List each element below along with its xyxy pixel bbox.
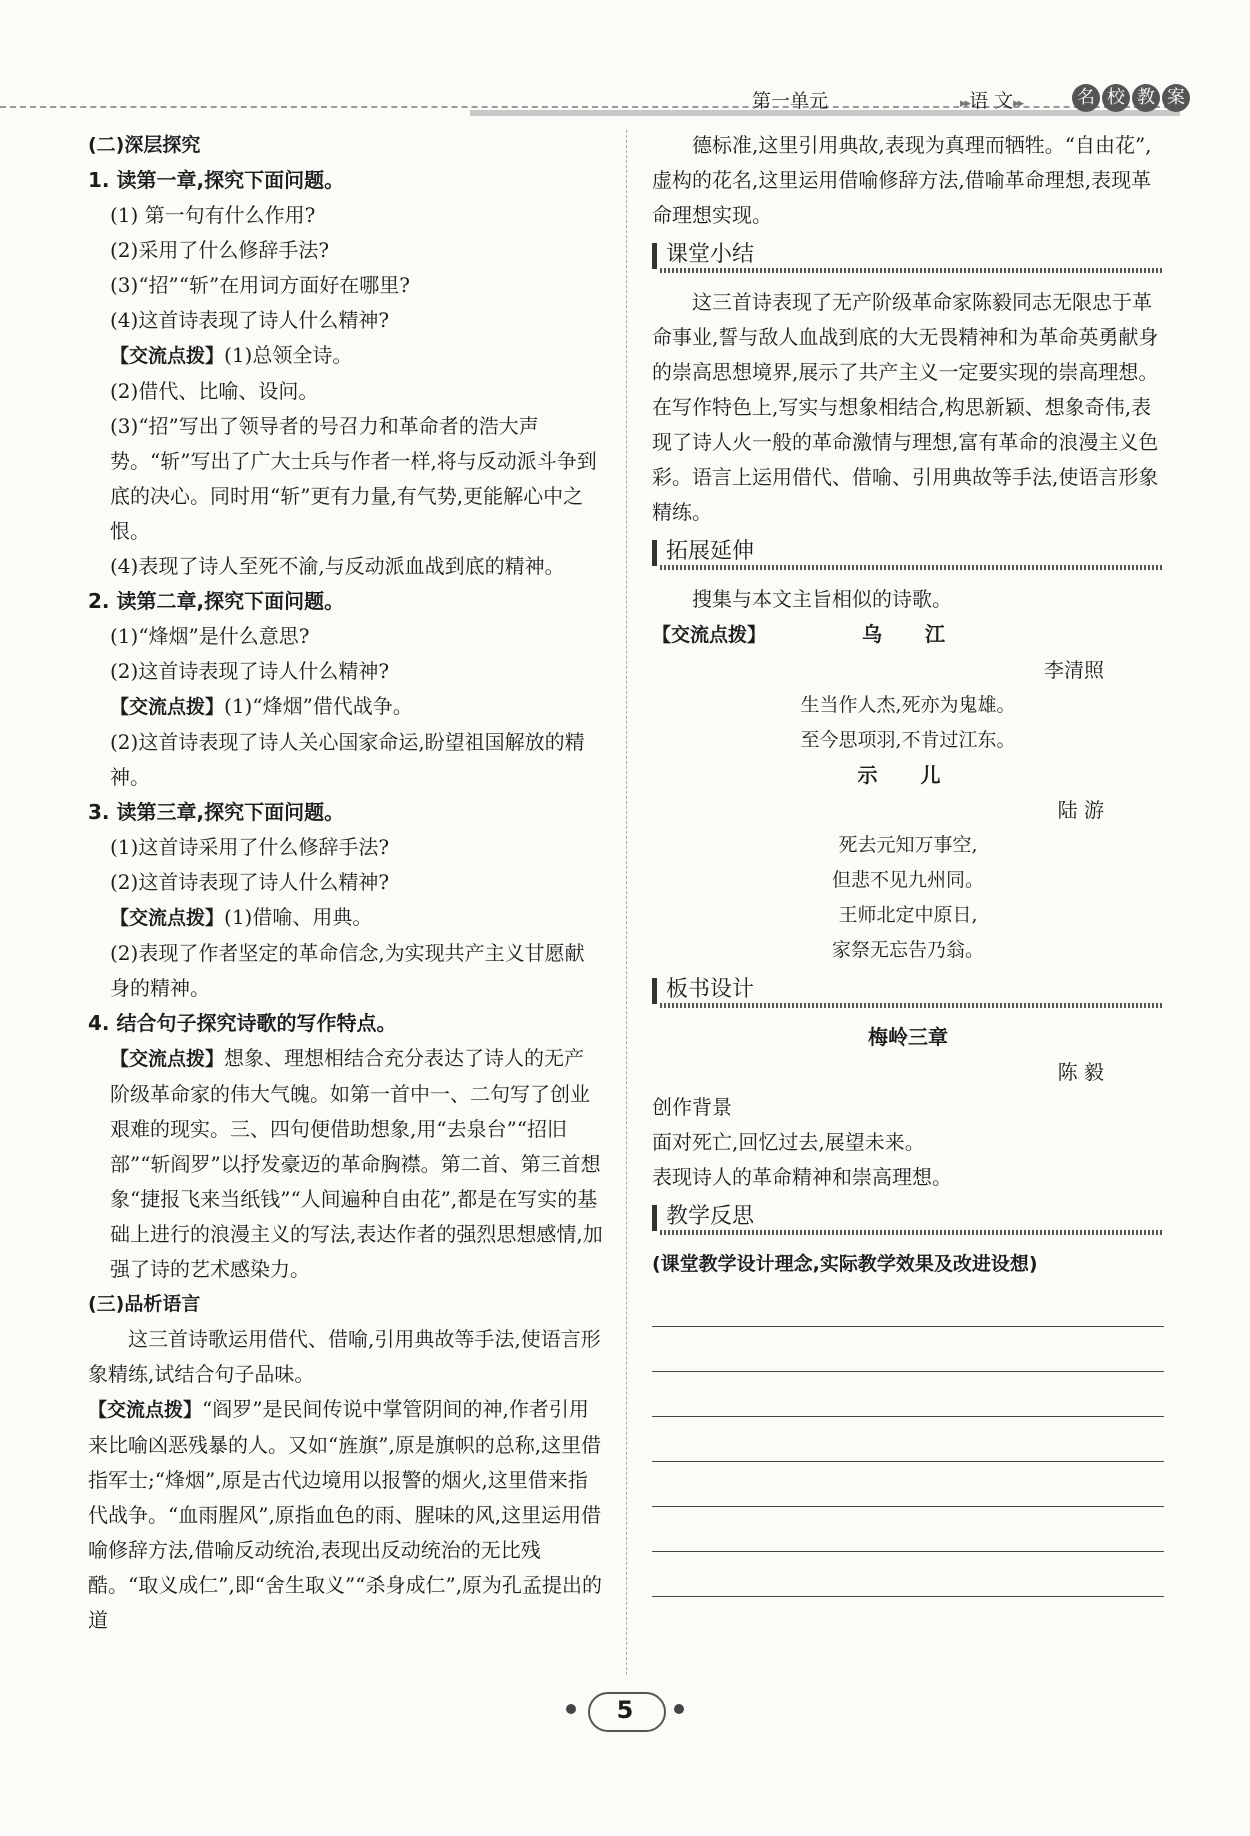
- answer: [88, 1041, 603, 1287]
- answer: [88, 900, 603, 936]
- page-number: [560, 1690, 690, 1730]
- paragraph: 这三首诗歌运用借代、借喻,引用典故等手法,使语言形象精练,试结合句子品味。: [88, 1327, 601, 1386]
- cloud-icon: [588, 1692, 666, 1732]
- reflection-note: (课堂教学设计理念,实际教学效果及改进设想): [652, 1253, 1038, 1275]
- arrow-icon: ▸▸: [1013, 96, 1023, 111]
- answer-text: 想象、理想相结合充分表达了诗人的无产阶级革命家的伟大气魄。如第一首中一、二句写了创业艰难的现实。三、四句便借助想象,用“去泉台”“招旧部”“斩阎罗”以抒发豪迈的革命胸襟。第二首、第三首想象“捷报飞来当纸钱”“人间遍种自由花”,都是在写实的基础上进行的浪漫主义的写法,表达作者的强烈思想感情,加强了诗的艺术感染力。: [110, 1046, 603, 1281]
- answer-text: (2)这首诗表现了诗人关心国家命运,盼望祖国解放的精神。: [110, 730, 585, 789]
- answer-tag: 【交流点拨】: [110, 345, 225, 367]
- brand-char: 校: [1102, 84, 1130, 112]
- subject-text: 语 文: [969, 90, 1014, 112]
- answer: [88, 689, 603, 725]
- sub-question: (2)这首诗表现了诗人什么精神?: [110, 659, 390, 683]
- section-title: (二)深层探究: [88, 134, 201, 156]
- right-column: [652, 128, 1164, 1597]
- sub-question: (2)这首诗表现了诗人什么精神?: [110, 870, 390, 894]
- answer-text: (2)借代、比喻、设问。: [110, 379, 319, 403]
- dot-icon: [566, 1704, 576, 1714]
- sub-question: (1)“烽烟”是什么意思?: [110, 624, 310, 648]
- poem-1-title-row: [652, 617, 1164, 653]
- arrow-icon: ▸▸: [960, 96, 970, 111]
- sub-question: (1) 第一句有什么作用?: [110, 203, 316, 227]
- heading-bar: [652, 540, 657, 566]
- sub-question: (2)采用了什么修辞手法?: [110, 238, 330, 262]
- brand-char: 教: [1132, 84, 1160, 112]
- subject-label: [960, 86, 1022, 113]
- question-2: 2. 读第二章,探究下面问题。: [88, 589, 345, 613]
- writing-line[interactable]: [652, 1282, 1164, 1327]
- board-author: 陈 毅: [1057, 1060, 1104, 1084]
- board-line: 表现诗人的革命精神和崇高理想。: [652, 1165, 952, 1189]
- sub-question: (1)这首诗采用了什么修辞手法?: [110, 835, 390, 859]
- section-title: (三)品析语言: [88, 1293, 201, 1315]
- brand-logo: [1072, 84, 1190, 112]
- paragraph: 这三首诗表现了无产阶级革命家陈毅同志无限忠于革命事业,誓与敌人血战到底的大无畏精神和为革命英勇献身的崇高思想境界,展示了共产主义一定要实现的崇高理想。在写作特色上,写实与想象相结合,构思新颖、想象奇伟,表现了诗人火一般的革命激情与理想,富有革命的浪漫主义色彩。语言上运用借代、借喻、引用典故等手法,使语言形象精练。: [652, 290, 1159, 524]
- question-1: 1. 读第一章,探究下面问题。: [88, 168, 345, 192]
- writing-line[interactable]: [652, 1462, 1164, 1507]
- writing-line[interactable]: [652, 1552, 1164, 1597]
- page-number-text: 5: [616, 1696, 634, 1724]
- dotted-rule: [660, 565, 1164, 570]
- heading-board: [652, 972, 1164, 1012]
- poem-author: 李清照: [1044, 658, 1104, 682]
- heading-text: 教学反思: [666, 1204, 755, 1229]
- question-4: 4. 结合句子探究诗歌的写作特点。: [88, 1011, 397, 1035]
- heading-reflection: [652, 1199, 1164, 1239]
- paragraph: 德标准,这里引用典故,表现为真理而牺牲。“自由花”,虚构的花名,这里运用借喻修辞方法,借喻革命理想,表现革命理想实现。: [652, 133, 1152, 227]
- writing-line[interactable]: [652, 1507, 1164, 1552]
- writing-line[interactable]: [652, 1417, 1164, 1462]
- dotted-rule: [660, 268, 1164, 273]
- poem-line: 但悲不见九州同。: [831, 869, 984, 891]
- writing-line[interactable]: [652, 1372, 1164, 1417]
- answer-text: (1)“烽烟”借代战争。: [224, 694, 413, 718]
- answer-tag: 【交流点拨】: [88, 1399, 203, 1421]
- question-3: 3. 读第三章,探究下面问题。: [88, 800, 345, 824]
- brand-char: 案: [1162, 84, 1190, 112]
- heading-summary: [652, 237, 1164, 277]
- poem-title: 乌 江: [862, 622, 963, 646]
- answer-tag: 【交流点拨】: [110, 907, 225, 929]
- answer: [88, 1392, 603, 1638]
- poem-line: 死去元知万事空,: [838, 834, 978, 856]
- writing-line[interactable]: [652, 1327, 1164, 1372]
- brand-char: 名: [1072, 84, 1100, 112]
- dot-icon: [674, 1704, 684, 1714]
- answer: [88, 338, 603, 374]
- answer-text: (1)借喻、用典。: [224, 905, 373, 929]
- board-line: 面对死亡,回忆过去,展望未来。: [652, 1130, 925, 1154]
- board-line: 创作背景: [652, 1095, 732, 1119]
- poem-line: 王师北定中原日,: [838, 904, 978, 926]
- answer-tag: 【交流点拨】: [652, 624, 767, 646]
- poem-title: 示 儿: [857, 763, 959, 787]
- sub-question: (4)这首诗表现了诗人什么精神?: [110, 308, 390, 332]
- answer-text: (2)表现了作者坚定的革命信念,为实现共产主义甘愿献身的精神。: [110, 941, 585, 1000]
- board-poem-title: 梅岭三章: [868, 1025, 948, 1049]
- heading-bar: [652, 978, 657, 1004]
- answer-tag: 【交流点拨】: [110, 1048, 225, 1070]
- poem-line: 生当作人杰,死亦为鬼雄。: [800, 694, 1016, 716]
- answer-text: “阎罗”是民间传说中掌管阴间的神,作者引用来比喻凶恶残暴的人。又如“旌旗”,原是旗帜的总称,这里借指军士;“烽烟”,原是古代边境用以报警的烟火,这里借来指代战争。“血雨腥风”,原指血色的雨、腥味的风,这里运用借喻修辞方法,借喻反动统治,表现出反动统治的无比残酷。“取义成仁”,即“舍生取义”“杀身成仁”,原为孔孟提出的道: [88, 1397, 603, 1632]
- answer-text: (1)总领全诗。: [224, 343, 353, 367]
- unit-label: 第一单元: [752, 90, 829, 112]
- answer-tag: 【交流点拨】: [110, 696, 225, 718]
- heading-bar: [652, 243, 657, 269]
- poem-line: 家祭无忘告乃翁。: [831, 939, 984, 961]
- dotted-rule: [660, 1230, 1164, 1235]
- heading-extension: [652, 534, 1164, 574]
- left-column: [88, 128, 603, 1638]
- heading-text: 课堂小结: [666, 242, 755, 267]
- answer-text: (4)表现了诗人至死不渝,与反动派血战到底的精神。: [110, 554, 565, 578]
- dotted-rule: [660, 1003, 1164, 1008]
- heading-text: 拓展延伸: [666, 539, 755, 564]
- column-divider: [626, 130, 627, 1675]
- sub-question: (3)“招”“斩”在用词方面好在哪里?: [110, 273, 410, 297]
- paragraph: 搜集与本文主旨相似的诗歌。: [692, 587, 952, 611]
- heading-bar: [652, 1205, 657, 1231]
- poem-line: 至今思项羽,不肯过江东。: [800, 729, 1016, 751]
- heading-text: 板书设计: [666, 977, 755, 1002]
- answer-text: (3)“招”写出了领导者的号召力和革命者的浩大声势。“斩”写出了广大士兵与作者一样,将与反动派斗争到底的决心。同时用“斩”更有力量,有气势,更能解心中之恨。: [110, 414, 597, 543]
- poem-author: 陆 游: [1057, 798, 1104, 822]
